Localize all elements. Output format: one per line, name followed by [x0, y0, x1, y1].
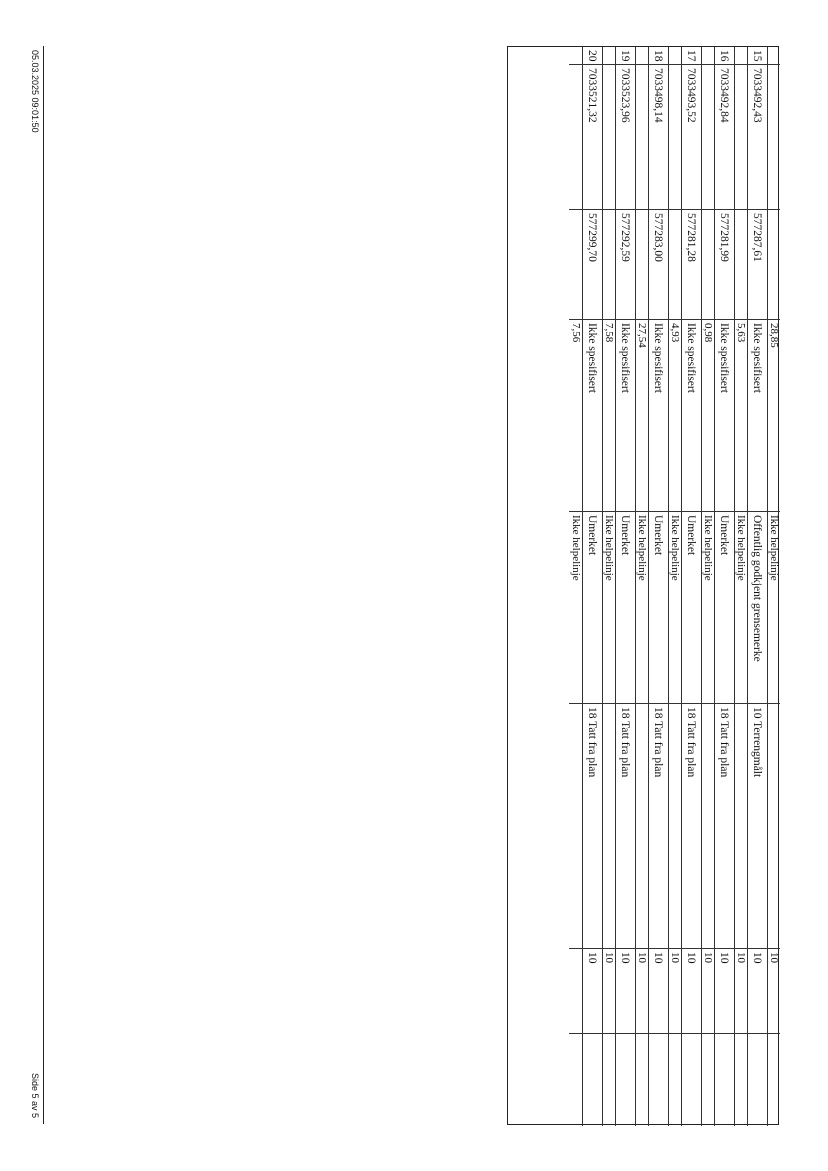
- table-subrow: [734, 47, 747, 1126]
- table-cell: [735, 704, 747, 949]
- table-subrow: [602, 47, 615, 1126]
- table-cell: [636, 210, 648, 320]
- table-cell: Ikke helpelinje: [603, 512, 615, 704]
- table-cell: Umerket: [616, 512, 635, 704]
- table-cell: [748, 1034, 767, 1126]
- table-cell: [768, 704, 780, 949]
- table-cell: Ikke spesifisert: [616, 320, 635, 512]
- table-row: [714, 47, 734, 1126]
- table-cell: [583, 1034, 602, 1126]
- table-cell: [569, 949, 582, 1034]
- table-cell: 577299,70: [583, 210, 602, 320]
- print-timestamp: 05.03.2025 09:01:50: [30, 50, 40, 133]
- table-cell: [569, 1034, 582, 1126]
- table-cell: [702, 1034, 714, 1126]
- table-cell: [715, 1034, 734, 1126]
- table-body: [508, 47, 780, 1126]
- table-cell: 5,63: [735, 320, 747, 512]
- table-cell: [735, 47, 747, 65]
- table-cell: 7033492,84: [715, 65, 734, 210]
- coordinate-table: [507, 46, 779, 1125]
- table-cell: Ikke helpelinje: [669, 512, 681, 704]
- table-cell: 7033498,14: [649, 65, 668, 210]
- table-cell: Umerket: [682, 512, 701, 704]
- table-cell: 17: [682, 47, 701, 65]
- table-cell: [669, 704, 681, 949]
- table-cell: Umerket: [583, 512, 602, 704]
- table-cell: Ikke spesifisert: [748, 320, 767, 512]
- table-cell: [702, 65, 714, 210]
- table-row: [648, 47, 668, 1126]
- table-cell: [735, 210, 747, 320]
- table-cell: Ikke spesifisert: [649, 320, 668, 512]
- table-cell: 7033493,52: [682, 65, 701, 210]
- table-cell: 10: [583, 949, 602, 1034]
- table-cell: [603, 1034, 615, 1126]
- table-cell: 18 Tatt fra plan: [715, 704, 734, 949]
- table-cell: Umerket: [649, 512, 668, 704]
- table-cell: Ikke spesifisert: [583, 320, 602, 512]
- table-cell: 18 Tatt fra plan: [616, 704, 635, 949]
- table-cell: [768, 1034, 780, 1126]
- table-cell: 577283,00: [649, 210, 668, 320]
- table-cell: 577281,28: [682, 210, 701, 320]
- table-cell: 27,54: [636, 320, 648, 512]
- table-cell: [735, 1034, 747, 1126]
- table-cell: 18 Tatt fra plan: [682, 704, 701, 949]
- table-cell: 10: [636, 949, 648, 1034]
- table-cell: 10: [715, 949, 734, 1034]
- table-cell: Umerket: [715, 512, 734, 704]
- table-cell: 10: [669, 949, 681, 1034]
- table-cell: 20: [583, 47, 602, 65]
- table-row: [747, 47, 767, 1126]
- table-cell: [569, 210, 582, 320]
- table-cell: 18 Tatt fra plan: [583, 704, 602, 949]
- table-cell: Ikke helpelinje: [569, 512, 582, 704]
- table-cell: [768, 47, 780, 65]
- table-cell: 10: [649, 949, 668, 1034]
- table-cell: Ikke helpelinje: [735, 512, 747, 704]
- table-cell: [702, 704, 714, 949]
- page-number: Side 5 av 5: [30, 1073, 40, 1119]
- table-cell: [768, 210, 780, 320]
- table-subrow: [635, 47, 648, 1126]
- table-cell: 7033523,96: [616, 65, 635, 210]
- table-subrow: [668, 47, 681, 1126]
- table-cell: 19: [616, 47, 635, 65]
- table-cell: [636, 704, 648, 949]
- table-cell: 10: [702, 949, 714, 1034]
- table-cell: 4,93: [669, 320, 681, 512]
- table-cell: [669, 1034, 681, 1126]
- table-cell: 16: [715, 47, 734, 65]
- table-cell: [569, 704, 582, 949]
- table-cell: 10: [682, 949, 701, 1034]
- table-cell: 577281,99: [715, 210, 734, 320]
- table-cell: [636, 47, 648, 65]
- table-cell: 15: [748, 47, 767, 65]
- table-cell: Ikke helpelinje: [636, 512, 648, 704]
- table-cell: [702, 210, 714, 320]
- table-row: [681, 47, 701, 1126]
- table-subrow: [767, 47, 780, 1126]
- table-cell: 28,85: [768, 320, 780, 512]
- table-cell: Ikke helpelinje: [768, 512, 780, 704]
- table-cell: 10: [603, 949, 615, 1034]
- table-cell: 18: [649, 47, 668, 65]
- table-cell: [636, 65, 648, 210]
- table-cell: 577292,59: [616, 210, 635, 320]
- table-row: [582, 47, 602, 1126]
- table-cell: 10 Terrengmålt: [748, 704, 767, 949]
- table-cell: Ikke helpelinje: [702, 512, 714, 704]
- table-cell: 7,58: [603, 320, 615, 512]
- table-cell: 10: [748, 949, 767, 1034]
- page-margin-rule: [42, 46, 46, 1124]
- table-cell: [636, 1034, 648, 1126]
- table-cell: 7033492,43: [748, 65, 767, 210]
- table-cell: [669, 47, 681, 65]
- table-cell: 10: [616, 949, 635, 1034]
- table-subrow: [569, 47, 582, 1126]
- table-subrow: [701, 47, 714, 1126]
- table-cell: 10: [768, 949, 780, 1034]
- table-cell: [768, 65, 780, 210]
- table-cell: 577287,61: [748, 210, 767, 320]
- table-cell: [669, 210, 681, 320]
- table-cell: 0,98: [702, 320, 714, 512]
- table-cell: [603, 210, 615, 320]
- table-cell: [682, 1034, 701, 1126]
- table-cell: 7,56: [569, 320, 582, 512]
- table-cell: [616, 1034, 635, 1126]
- table-cell: [603, 65, 615, 210]
- table-cell: [603, 47, 615, 65]
- table-cell: Ikke spesifisert: [715, 320, 734, 512]
- table-cell: 7033521,32: [583, 65, 602, 210]
- table-cell: 10: [735, 949, 747, 1034]
- table-cell: [735, 65, 747, 210]
- table-cell: [569, 47, 582, 65]
- table-cell: [603, 704, 615, 949]
- table-cell: [649, 1034, 668, 1126]
- table-cell: 18 Tatt fra plan: [649, 704, 668, 949]
- table-cell: [669, 65, 681, 210]
- table-cell: Offentlig godkjent grensemerke: [748, 512, 767, 704]
- table-row: [615, 47, 635, 1126]
- table-cell: Ikke spesifisert: [682, 320, 701, 512]
- table-cell: [569, 65, 582, 210]
- table-cell: [702, 47, 714, 65]
- margin-line: [43, 46, 44, 1124]
